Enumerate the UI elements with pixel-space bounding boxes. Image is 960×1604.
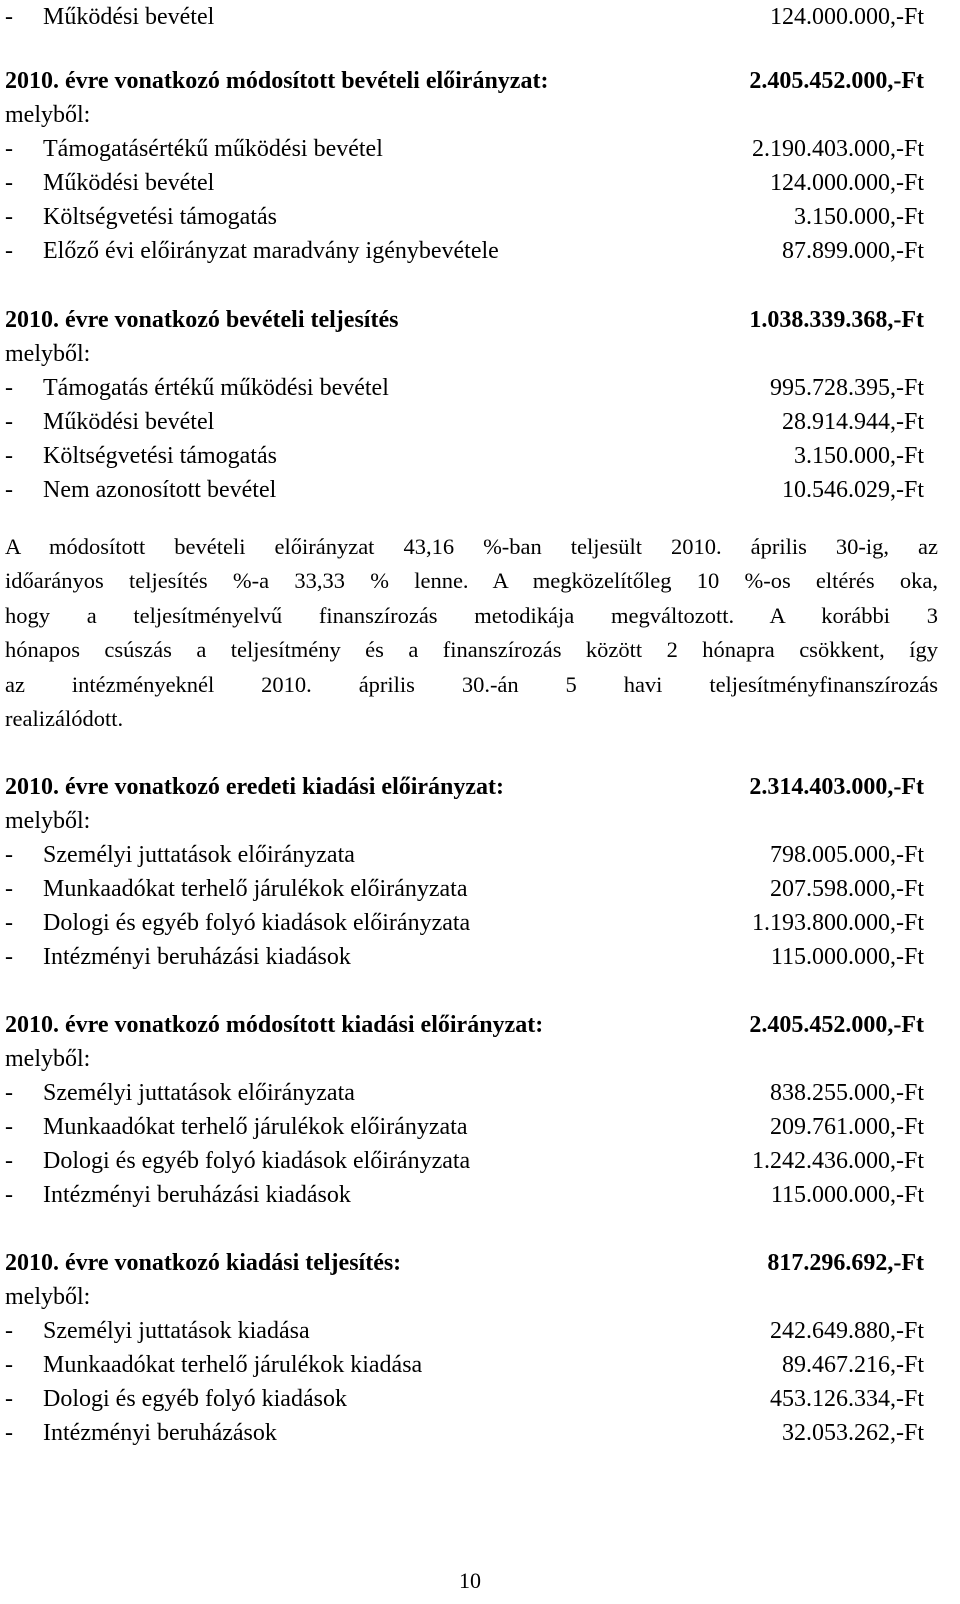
- item-amount: 115.000.000,-Ft: [770, 1182, 924, 1208]
- sub-label-text: melyből:: [5, 1284, 91, 1310]
- list-item: - Munkaadókat terhelő járulékok előirányzata 207.598.000,-Ft: [5, 872, 924, 906]
- item-label: Személyi juttatások előirányzata: [43, 842, 355, 868]
- item-label: Munkaadókat terhelő járulékok előirányzata: [43, 876, 468, 902]
- sub-label-text: melyből:: [5, 341, 91, 367]
- item-amount: 798.005.000,-Ft: [769, 842, 924, 868]
- list-item: - Személyi juttatások kiadása 242.649.880,-Ft: [5, 1314, 924, 1348]
- item-amount: 209.761.000,-Ft: [769, 1114, 924, 1140]
- list-item: - Személyi juttatások előirányzata 798.005.000,-Ft: [5, 838, 924, 872]
- item-amount: 87.899.000,-Ft: [781, 238, 924, 264]
- item-amount: 453.126.334,-Ft: [769, 1386, 924, 1412]
- list-item: - Intézményi beruházások 32.053.262,-Ft: [5, 1416, 924, 1450]
- section-heading-mod-bevetel: [5, 64, 924, 98]
- item-amount: 1.193.800.000,-Ft: [751, 910, 924, 936]
- list-item: - Támogatásértékű működési bevétel 2.190.403.000,-Ft: [5, 132, 924, 166]
- list-item: - Költségvetési támogatás 3.150.000,-Ft: [5, 439, 924, 473]
- list-item: - Költségvetési támogatás 3.150.000,-Ft: [5, 200, 924, 234]
- heading-total: 817.296.692,-Ft: [767, 1250, 924, 1276]
- item-amount: 124.000.000,-Ft: [769, 170, 924, 196]
- list-item: - Dologi és egyéb folyó kiadások előirányzata 1.193.800.000,-Ft: [5, 906, 924, 940]
- section-heading-kiad-telj: [5, 1246, 924, 1280]
- item-amount: 115.000.000,-Ft: [770, 944, 924, 970]
- list-item: - Dologi és egyéb folyó kiadások előirányzata 1.242.436.000,-Ft: [5, 1144, 924, 1178]
- page-number: 10: [459, 1568, 481, 1593]
- heading-label: 2010. évre vonatkozó módosított bevételi előirányzat:: [5, 68, 549, 94]
- heading-label: 2010. évre vonatkozó kiadási teljesítés:: [5, 1250, 402, 1276]
- list-item: - Személyi juttatások előirányzata 838.255.000,-Ft: [5, 1076, 924, 1110]
- list-item: - Munkaadókat terhelő járulékok előirányzata 209.761.000,-Ft: [5, 1110, 924, 1144]
- item-label: Támogatásértékű működési bevétel: [43, 136, 383, 162]
- list-item: - Intézményi beruházási kiadások 115.000.000,-Ft: [5, 1178, 924, 1212]
- item-label: Költségvetési támogatás: [43, 443, 277, 469]
- list-item: - Támogatás értékű működési bevétel 995.728.395,-Ft: [5, 371, 924, 405]
- sub-label: [5, 98, 924, 132]
- sub-label-text: melyből:: [5, 808, 91, 834]
- item-amount: 10.546.029,-Ft: [781, 477, 924, 503]
- item-label: Személyi juttatások kiadása: [43, 1318, 310, 1344]
- heading-label: 2010. évre vonatkozó bevételi teljesítés: [5, 307, 399, 333]
- item-label: Személyi juttatások előirányzata: [43, 1080, 355, 1106]
- heading-total: 2.405.452.000,-Ft: [749, 1012, 924, 1038]
- paragraph-line: hogy a teljesítményelvű finanszírozás metodikája megváltozott. A korábbi 3: [5, 602, 938, 628]
- list-item: - Munkaadókat terhelő járulékok kiadása 89.467.216,-Ft: [5, 1348, 924, 1382]
- item-label: Működési bevétel: [43, 409, 215, 435]
- sub-label-text: melyből:: [5, 1046, 91, 1072]
- item-amount: 124.000.000,-Ft: [769, 4, 924, 30]
- heading-total: 1.038.339.368,-Ft: [749, 307, 924, 333]
- paragraph-line: realizálódott.: [5, 706, 124, 732]
- item-amount: 1.242.436.000,-Ft: [751, 1148, 924, 1174]
- item-label: Működési bevétel: [43, 4, 215, 30]
- sub-label: [5, 337, 924, 371]
- list-item: - Dologi és egyéb folyó kiadások 453.126.334,-Ft: [5, 1382, 924, 1416]
- item-amount: 3.150.000,-Ft: [793, 204, 924, 230]
- paragraph-line: az intézményeknél 2010. április 30.-án 5 havi teljesítményfinanszírozás: [5, 671, 938, 697]
- list-item: - Nem azonosított bevétel 10.546.029,-Ft: [5, 473, 924, 507]
- list-item: - Intézményi beruházási kiadások 115.000.000,-Ft: [5, 940, 924, 974]
- item-label: Munkaadókat terhelő járulékok előirányzata: [43, 1114, 468, 1140]
- section-heading-mod-kiadas: [5, 1008, 924, 1042]
- item-label: Munkaadókat terhelő járulékok kiadása: [43, 1352, 423, 1378]
- list-item: - Előző évi előirányzat maradvány igénybevétele 87.899.000,-Ft: [5, 234, 924, 268]
- sub-label: [5, 804, 924, 838]
- item-amount: 2.190.403.000,-Ft: [751, 136, 924, 162]
- item-amount: 995.728.395,-Ft: [769, 375, 924, 401]
- item-label: Intézményi beruházási kiadások: [43, 1182, 351, 1208]
- item-label: Költségvetési támogatás: [43, 204, 277, 230]
- item-amount: 207.598.000,-Ft: [769, 876, 924, 902]
- item-label: Támogatás értékű működési bevétel: [43, 375, 389, 401]
- item-label: Dologi és egyéb folyó kiadások előirányzata: [43, 910, 471, 936]
- item-label: Működési bevétel: [43, 170, 215, 196]
- item-label: Nem azonosított bevétel: [43, 477, 277, 503]
- item-amount: 3.150.000,-Ft: [793, 443, 924, 469]
- paragraph-line: hónapos csúszás a teljesítmény és a finanszírozás között 2 hónapra csökkent, így: [5, 637, 938, 663]
- sub-label-text: melyből:: [5, 102, 91, 128]
- item-label: Dologi és egyéb folyó kiadások előirányzata: [43, 1148, 471, 1174]
- list-item: - Működési bevétel 124.000.000,-Ft: [5, 166, 924, 200]
- sub-label: [5, 1042, 924, 1076]
- section-heading-ered-kiadas: [5, 770, 924, 804]
- list-item: - Működési bevétel 28.914.944,-Ft: [5, 405, 924, 439]
- item-amount: 242.649.880,-Ft: [769, 1318, 924, 1344]
- item-amount: 89.467.216,-Ft: [781, 1352, 924, 1378]
- heading-total: 2.314.403.000,-Ft: [749, 774, 924, 800]
- item-label: Előző évi előirányzat maradvány igénybevétele: [43, 238, 499, 264]
- prev-item-row: - Működési bevétel 124.000.000,-Ft: [5, 0, 924, 34]
- item-label: Dologi és egyéb folyó kiadások: [43, 1386, 347, 1412]
- heading-label: 2010. évre vonatkozó módosított kiadási előirányzat:: [5, 1012, 544, 1038]
- heading-total: 2.405.452.000,-Ft: [749, 68, 924, 94]
- item-label: Intézményi beruházások: [43, 1420, 277, 1446]
- heading-label: 2010. évre vonatkozó eredeti kiadási előirányzat:: [5, 774, 505, 800]
- sub-label: [5, 1280, 924, 1314]
- paragraph-line: időarányos teljesítés %-a 33,33 % lenne. A megközelítőleg 10 %-os eltérés oka,: [5, 568, 938, 594]
- section-heading-bev-telj: [5, 303, 924, 337]
- explanation-paragraph: [5, 530, 938, 736]
- item-label: Intézményi beruházási kiadások: [43, 944, 351, 970]
- paragraph-line: A módosított bevételi előirányzat 43,16 %-ban teljesült 2010. április 30-ig, az: [5, 534, 938, 559]
- item-amount: 32.053.262,-Ft: [781, 1420, 924, 1446]
- item-amount: 838.255.000,-Ft: [769, 1080, 924, 1106]
- item-amount: 28.914.944,-Ft: [781, 409, 924, 435]
